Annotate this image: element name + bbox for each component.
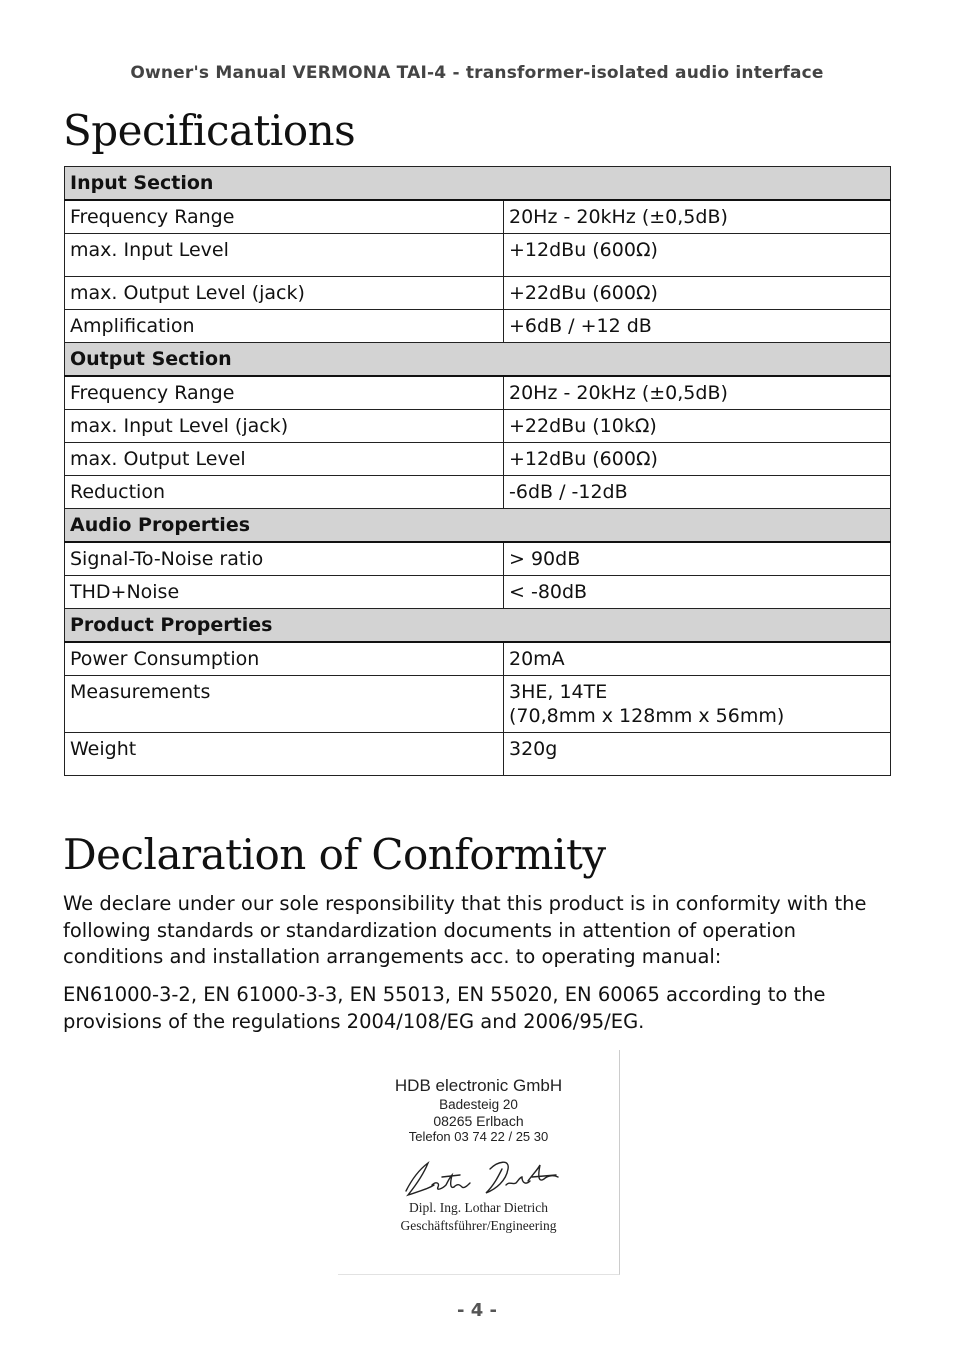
section-title: Output Section xyxy=(65,343,891,377)
section-title: Product Properties xyxy=(65,609,891,643)
table-row xyxy=(65,676,891,733)
spec-value-line: +6dB / +12 dB xyxy=(509,315,652,337)
spec-value-line: > 90dB xyxy=(509,548,581,570)
spec-value xyxy=(504,476,891,509)
spec-label: max. Input Level (jack) xyxy=(65,410,504,443)
section-title: Audio Properties xyxy=(65,509,891,543)
table-row xyxy=(65,642,891,676)
spec-label: max. Output Level xyxy=(65,443,504,476)
table-row xyxy=(65,443,891,476)
table-row xyxy=(65,310,891,343)
table-row xyxy=(65,200,891,234)
spec-label: Weight xyxy=(65,733,504,776)
table-row xyxy=(65,410,891,443)
spec-label: Reduction xyxy=(65,476,504,509)
spec-value xyxy=(504,642,891,676)
spec-value-line: 3HE, 14TE xyxy=(509,681,608,703)
spec-label: Frequency Range xyxy=(65,376,504,410)
section-header-row xyxy=(65,609,891,643)
spec-value xyxy=(504,542,891,576)
table-row xyxy=(65,733,891,776)
spec-value-line: 20Hz - 20kHz (±0,5dB) xyxy=(509,382,728,404)
spec-value-line: 20Hz - 20kHz (±0,5dB) xyxy=(509,206,728,228)
stamp-city: 08265 Erlbach xyxy=(433,1113,524,1129)
spec-label: Power Consumption xyxy=(65,642,504,676)
page-number: - 4 - xyxy=(457,1300,497,1321)
table-row xyxy=(65,576,891,609)
stamp-company: HDB electronic GmbH xyxy=(394,1076,563,1095)
spec-value xyxy=(504,200,891,234)
spec-value-line: +12dBu (600Ω) xyxy=(509,448,658,470)
spec-value-line: -6dB / -12dB xyxy=(509,481,628,503)
specifications-table xyxy=(64,166,891,776)
declaration-paragraph: We declare under our sole responsibility that this product is in conformity with the following standards or standardization documents in attention of operation conditions and installation arrangements acc. to operating manual: xyxy=(63,892,867,968)
stamp-phone: Telefon 03 74 22 / 25 30 xyxy=(408,1129,549,1144)
spec-label: max. Output Level (jack) xyxy=(65,277,504,310)
spec-value-line: (70,8mm x 128mm x 56mm) xyxy=(509,705,785,727)
spec-value xyxy=(504,376,891,410)
declaration-heading: Declaration of Conformity xyxy=(63,830,606,879)
spec-value xyxy=(504,277,891,310)
spec-value xyxy=(504,310,891,343)
section-header-row xyxy=(65,509,891,543)
spec-value xyxy=(504,733,891,776)
spec-value-line: 320g xyxy=(509,738,558,760)
section-header-row xyxy=(65,167,891,201)
spec-value xyxy=(504,410,891,443)
stamp-role: Geschäftsführer/Engineering xyxy=(400,1218,557,1233)
company-stamp xyxy=(338,1050,620,1275)
spec-value xyxy=(504,576,891,609)
spec-value-line: < -80dB xyxy=(509,581,588,603)
specifications-heading: Specifications xyxy=(63,106,356,155)
spec-value-line: +22dBu (10kΩ) xyxy=(509,415,657,437)
spec-value-line: +12dBu (600Ω) xyxy=(509,239,658,261)
spec-label: Frequency Range xyxy=(65,200,504,234)
spec-value xyxy=(504,234,891,277)
spec-value-line: 20mA xyxy=(509,648,565,670)
spec-value xyxy=(504,443,891,476)
spec-label: Signal-To-Noise ratio xyxy=(65,542,504,576)
spec-value-line: +22dBu (600Ω) xyxy=(509,282,658,304)
section-header-row xyxy=(65,343,891,377)
section-title: Input Section xyxy=(65,167,891,201)
signature-image xyxy=(398,1155,568,1200)
table-row xyxy=(65,542,891,576)
standards-paragraph: EN61000-3-2, EN 61000-3-3, EN 55013, EN 55020, EN 60065 according to the provisions of the regulations 2004/108/EG and 2006/95/EG. xyxy=(63,983,826,1033)
table-row xyxy=(65,476,891,509)
spec-value xyxy=(504,676,891,733)
spec-label: Amplification xyxy=(65,310,504,343)
spec-label: THD+Noise xyxy=(65,576,504,609)
spec-label: Measurements xyxy=(65,676,504,733)
stamp-signer: Dipl. Ing. Lothar Dietrich xyxy=(408,1200,549,1215)
table-row xyxy=(65,277,891,310)
stamp-street: Badesteig 20 xyxy=(439,1097,518,1112)
spec-label: max. Input Level xyxy=(65,234,504,277)
table-row xyxy=(65,376,891,410)
page-header: Owner's Manual VERMONA TAI-4 - transformer-isolated audio interface xyxy=(130,63,824,83)
table-row xyxy=(65,234,891,277)
